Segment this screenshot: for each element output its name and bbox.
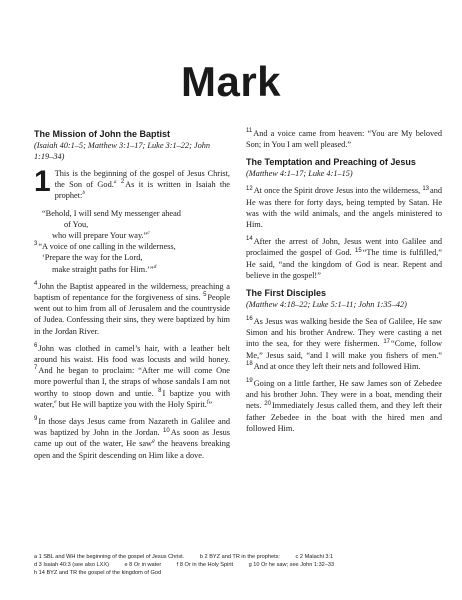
section-heading-mission: The Mission of John the Baptist [34, 129, 171, 139]
verse-19-20: $^{19}$Going on a little farther, He saw James son of Zebedee and his brother John. They were in a boat, mending their nets. $^{20}$Immediately Jesus called them, and they left their father Zebedee in the boat with the hired men and followed Him. [246, 378, 443, 433]
footnote-a: a 1 SBL and WH the beginning of the gospel of Jesus Christ. [34, 554, 185, 560]
section-refs-temptation: (Matthew 4:1–17; Luke 4:1–15) [246, 169, 353, 179]
footnote-g: g 10 Or he saw; see John 1:32–33 [248, 562, 335, 568]
section-refs-disciples: (Matthew 4:18–22; Luke 5:1–11; John 1:35–42) [246, 300, 407, 310]
footnote-h: h 14 BYZ and TR the gospel of the kingdom of God [34, 570, 162, 576]
footnote-f: f 8 Or in the Holy Spirit [176, 562, 234, 568]
book-title: Mark [180, 58, 282, 105]
chapter-number: 1 [34, 165, 51, 198]
section-heading-disciples: The First Disciples [246, 288, 327, 299]
verse-4-5: $^4$John the Baptist appeared in the wilderness, preaching a baptism of repentance for the forgiveness of sins. $^5$People went out to him from all of Jerusalem and the countryside of Judea. Confessing their sins, they were baptized by him in the Jordan River. [34, 281, 231, 336]
verse-16-18: $^{16}$As Jesus was walking beside the Sea of Galilee, He saw Simon and his brother Andrew. They were casting a net into the sea, for they were fishermen. $^{17}$“Come, follow Me,” Jesus said, “and I will make you fishers of men.” $^{18}$And at once they left their nets and followed Him. [246, 316, 443, 371]
verse-12-13: $^{12}$At once the Spirit drove Jesus into the wilderness, $^{13}$and He was there for forty days, being tempted by Satan. He was with the wild animals, and the angels ministered to Him. [246, 185, 442, 230]
verse-11: $^{11}$And a voice came from heaven: “You are My beloved Son; in You I am well pleased.” [246, 128, 442, 150]
footnote-e: e 8 Or in water [124, 562, 162, 568]
section-heading-temptation: The Temptation and Preaching of Jesus [246, 157, 416, 168]
footnote-c: c 2 Malachi 3:1 [295, 554, 334, 560]
verse-9-10: $^9$In those days Jesus came from Nazareth in Galilee and was baptized by John in the Jordan. $^{10}$As soon as Jesus came up out of the water, He saw$^g$ the heavens breaking open and the Spirit descending on Him like a dove. [34, 416, 230, 460]
left-column [34, 128, 230, 467]
section-refs-mission: (Isaiah 40:1–5; Matthew 3:1–17; Luke 3:1–22; John 1:19–34) [34, 141, 211, 161]
quotation-poem: “Behold, I will send My messenger ahead of You, who will prepare Your way.”$^c$ $^3$“A voice of one calling in the wilderness, ‘Prepare the way for the Lord, make straight paths for Him.’”$^d$ [34, 208, 181, 274]
verse-1-2: 1 This is the beginning of the gospel of Jesus Christ, the Son of God.$^a$ $^2$As it is written in Isaiah the prophet:$^b$ [34, 165, 230, 201]
footnotes [34, 553, 434, 577]
right-column [246, 128, 442, 440]
verse-6-8: $^6$John was clothed in camel’s hair, with a leather belt around his waist. His food was locusts and wild honey. $^7$And he began to proclaim: “After me will come One more powerful than I, the straps of whose sandals I am not worthy to stoop down and untie. $^8$I baptize you with water,$^e$ but He will baptize you with the Holy Spirit.$^f$” [34, 343, 231, 409]
verse-14-15: $^{14}$After the arrest of John, Jesus went into Galilee and proclaimed the gospel of God. $^{15}$“The time is fulfilled,” He said, “and the kingdom of God is near. Repent and believe in the gospel!” [246, 236, 442, 280]
footnote-b: b 2 BYZ and TR in the prophets: [199, 554, 280, 560]
footnote-d: d 3 Isaiah 40:3 (see also LXX) [34, 562, 109, 568]
